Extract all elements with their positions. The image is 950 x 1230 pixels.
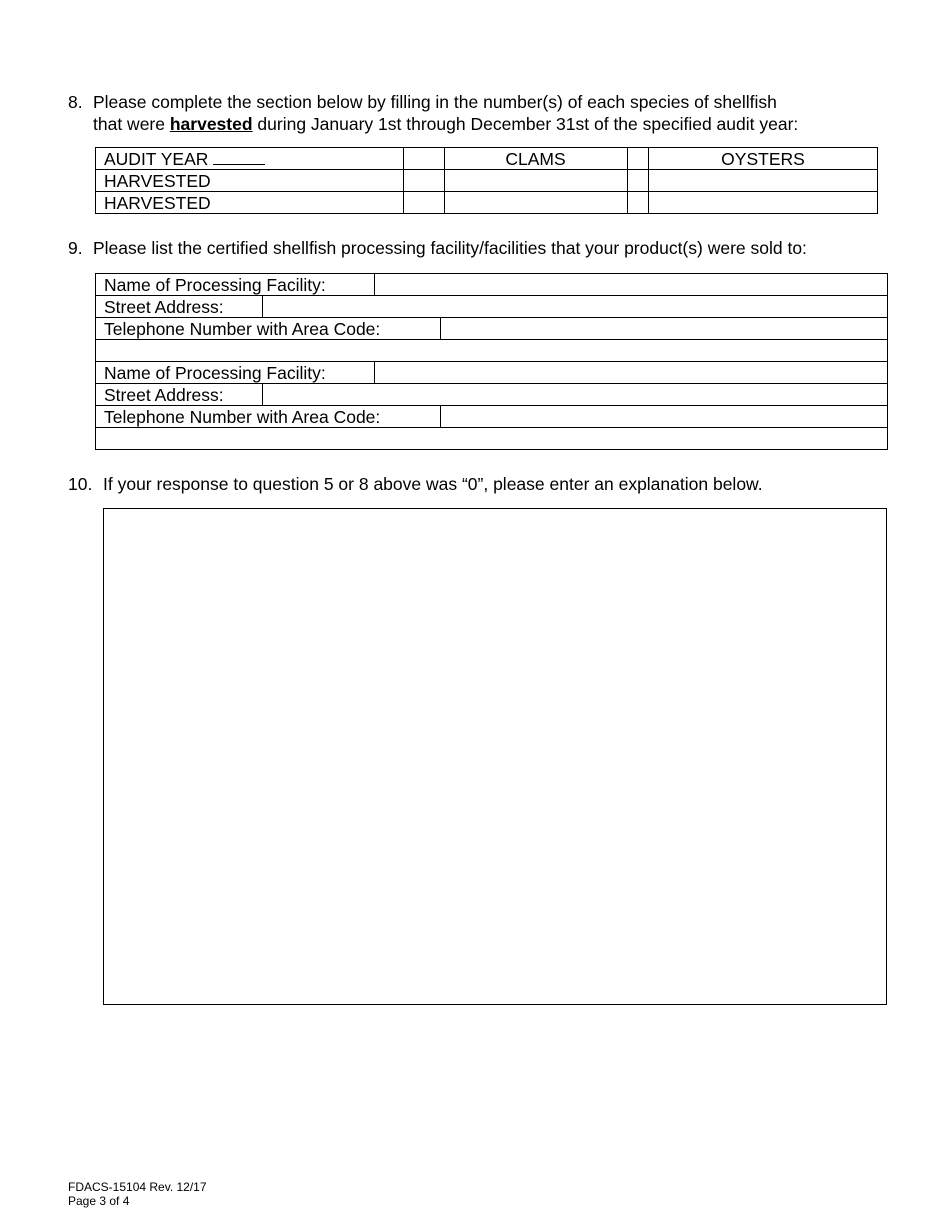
audit-year-blank[interactable] bbox=[213, 150, 265, 165]
question-8-line-2-pre: that were bbox=[93, 114, 170, 134]
spacer-row bbox=[95, 339, 888, 362]
facility-1-name-row bbox=[95, 273, 888, 296]
facility-2-name-row bbox=[95, 361, 888, 384]
harvested-label: HARVESTED bbox=[104, 171, 211, 191]
table-row bbox=[95, 169, 878, 192]
question-9-number: 9. bbox=[68, 238, 83, 258]
harvested-label: HARVESTED bbox=[104, 193, 211, 213]
telephone-label: Telephone Number with Area Code: bbox=[104, 319, 381, 339]
harvest-table bbox=[95, 147, 878, 215]
question-9-text: Please list the certified shellfish processing facility/facilities that your product(s) were sold to: bbox=[93, 238, 807, 258]
harvest-table-header-row bbox=[95, 147, 878, 170]
question-8-line-2-post: during January 1st through December 31st of the specified audit year: bbox=[252, 114, 799, 134]
facility-1-phone-field[interactable] bbox=[441, 318, 887, 339]
facility-1-address-row bbox=[95, 295, 888, 318]
facility-1-phone-row bbox=[95, 317, 888, 340]
facility-2-phone-field[interactable] bbox=[441, 406, 887, 427]
facility-name-label: Name of Processing Facility: bbox=[104, 363, 326, 383]
facility-1-name-field[interactable] bbox=[375, 274, 887, 295]
explanation-box[interactable] bbox=[103, 508, 887, 1005]
clams-header: CLAMS bbox=[505, 149, 566, 169]
telephone-label: Telephone Number with Area Code: bbox=[104, 407, 381, 427]
facility-2-name-field[interactable] bbox=[375, 362, 887, 383]
street-address-label: Street Address: bbox=[104, 385, 224, 405]
form-id: FDACS-15104 Rev. 12/17 bbox=[68, 1180, 207, 1194]
oysters-harvested-cell-2[interactable] bbox=[648, 192, 878, 213]
question-8-number: 8. bbox=[68, 92, 83, 112]
audit-year-label: AUDIT YEAR bbox=[104, 149, 209, 169]
harvested-emphasis: harvested bbox=[169, 114, 253, 134]
facility-2-address-field[interactable] bbox=[263, 384, 887, 405]
facility-name-label: Name of Processing Facility: bbox=[104, 275, 326, 295]
question-8-line-2 bbox=[93, 113, 798, 135]
page-number: Page 3 of 4 bbox=[68, 1194, 130, 1208]
question-10-number: 10. bbox=[68, 474, 93, 494]
audit-year-header bbox=[104, 148, 265, 169]
oysters-harvested-cell-1[interactable] bbox=[648, 170, 878, 191]
question-8-line-1: Please complete the section below by filling in the number(s) of each species of shellfish bbox=[93, 92, 777, 112]
oysters-header: OYSTERS bbox=[721, 149, 805, 169]
facility-2-phone-row bbox=[95, 405, 888, 428]
table-row bbox=[95, 191, 878, 214]
clams-harvested-cell-2[interactable] bbox=[444, 192, 627, 213]
facility-1-address-field[interactable] bbox=[263, 296, 887, 317]
street-address-label: Street Address: bbox=[104, 297, 224, 317]
spacer-row bbox=[95, 427, 888, 450]
question-10-text: If your response to question 5 or 8 above was “0”, please enter an explanation below. bbox=[103, 474, 763, 494]
facility-2-address-row bbox=[95, 383, 888, 406]
clams-harvested-cell-1[interactable] bbox=[444, 170, 627, 191]
